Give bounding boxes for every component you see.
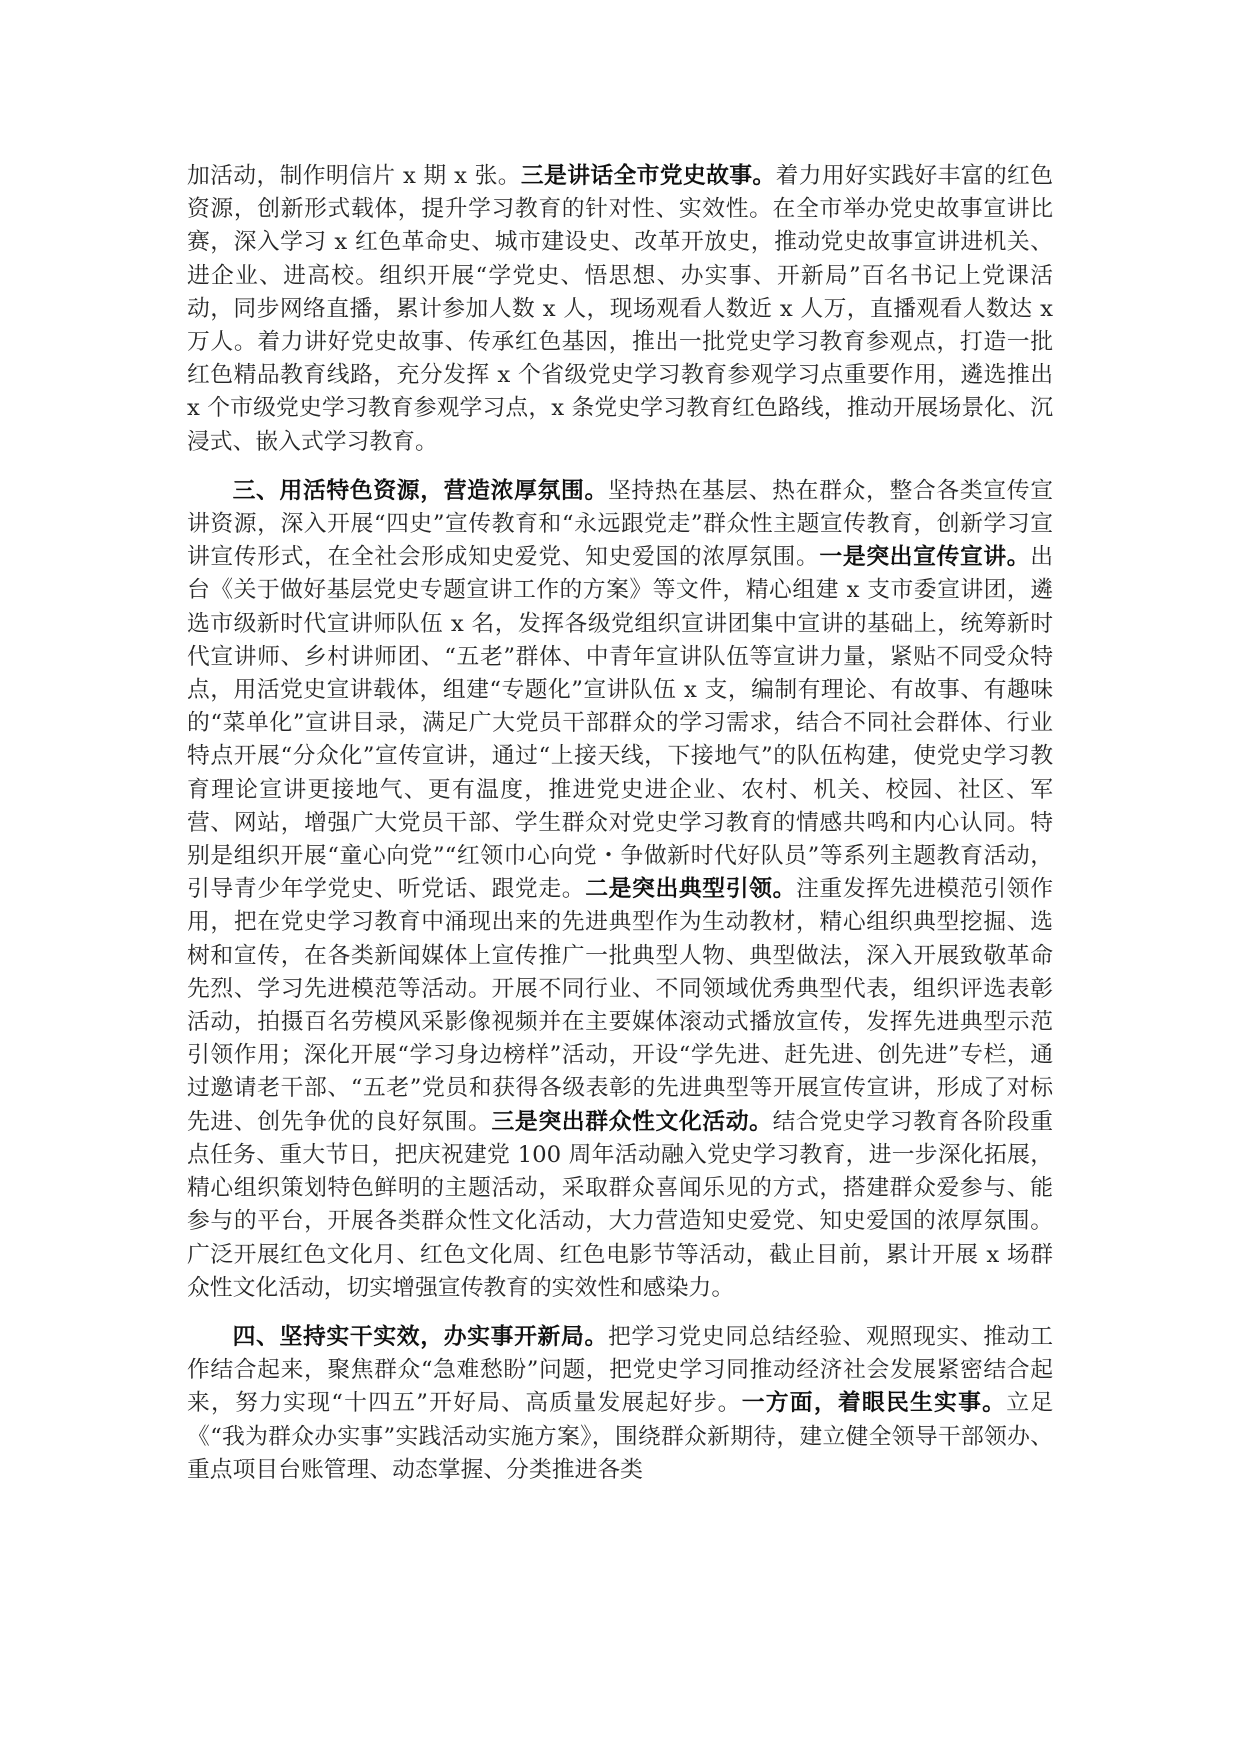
- paragraph-2-run-4: 出台《关于做好基层党史专题宣讲工作的方案》等文件，精心组建 x 支市委宣讲团，遴选市级新时代宣讲师队伍 x 名，发挥各级党组织宣讲团集中宣讲的基础上，统筹新时代宣讲师、乡村讲师团、“五老”群体、中青年宣讲队伍等宣讲力量，紧贴不同受众特点，用活党史宣讲载体，组建“专题化”宣讲队伍 x 支，编制有理论、有故事、有趣味的“菜单化”宣讲目录，满足广大党员干部群众的学习需求，结合不同社会群体、行业特点开展“分众化”宣传宣讲，通过“上接天线，下接地气”的队伍构建，使党史学习教育理论宣讲更接地气、更有温度，推进党史进企业、农村、机关、校园、社区、军营、网站，增强广大党员干部、学生群众对党史学习教育的情感共鸣和内心认同。特别是组织开展“童心向党”“红领巾心向党・争做新时代好队员”等系列主题教育活动，引导青少年学党史、听党话、跟党走。: [187, 544, 1054, 903]
- section-heading-3: 三、用活特色资源，营造浓厚氛围。: [232, 477, 608, 504]
- paragraph-2-run-2: 坚持热在基层、热在群众，整合各类宣传宣讲资源，深入开展“四史”宣传教育和“永远跟党走”群众性主题宣传教育，创新学习宣讲宣传形式，在全社会形成知史爱党、知史爱国的浓厚氛围。: [187, 477, 1054, 571]
- subheading-two-is: 二是突出典型引领。: [585, 876, 796, 903]
- subheading-on-one-hand: 一方面，着眼民生实事。: [741, 1390, 1007, 1417]
- subheading-three-is: 三是突出群众性文化活动。: [491, 1108, 773, 1135]
- paragraph-3: [187, 1321, 1053, 1487]
- paragraph-3-run-2: 把学习党史同总结经验、观照现实、推动工作结合起来，聚焦群众“急难愁盼”问题，把党史学习同推动经济社会发展紧密结合起来，努力实现“十四五”开好局、高质量发展起好步。: [187, 1323, 1054, 1417]
- section-heading-4: 四、坚持实干实效，办实事开新局。: [232, 1323, 608, 1350]
- paragraph-1-run-3: 着力用好实践好丰富的红色资源，创新形式载体，提升学习教育的针对性、实效性。在全市举办党史故事宣讲比赛，深入学习 x 红色革命史、城市建设史、改革开放史，推动党史故事宣讲进机关、进企业、进高校。组织开展“学党史、悟思想、办实事、开新局”百名书记上党课活动，同步网络直播，累计参加人数 x 人，现场观看人数近 x 人万，直播观看人数达 x 万人。着力讲好党史故事、传承红色基因，推出一批党史学习教育参观点，打造一批红色精品教育线路，充分发挥 x 个省级党史学习教育参观学习点重要作用，遴选推出 x 个市级党史学习教育参观学习点，x 条党史学习教育红色路线，推动开展场景化、沉浸式、嵌入式学习教育。: [187, 163, 1054, 455]
- paragraph-1-run-1: 加活动，制作明信片 x 期 x 张。: [187, 163, 521, 189]
- paragraph-1-heading-three-is: 三是讲话全市党史故事。: [520, 163, 776, 189]
- paragraph-2-run-8: 结合党史学习教育各阶段重点任务、重大节日，把庆祝建党 100 周年活动融入党史学习教育，进一步深化拓展，精心组织策划特色鲜明的主题活动，采取群众喜闻乐见的方式，搭建群众爱参与、能参与的平台，开展各类群众性文化活动，大力营造知史爱党、知史爱国的浓厚氛围。广泛开展红色文化月、红色文化周、红色电影节等活动，截止目前，累计开展 x 场群众性文化活动，切实增强宣传教育的实效性和感染力。: [187, 1108, 1054, 1301]
- paragraph-2-run-6: 注重发挥先进模范引领作用，把在党史学习教育中涌现出来的先进典型作为生动教材，精心组织典型挖掘、选树和宣传，在各类新闻媒体上宣传推广一批典型人物、典型做法，深入开展致敬革命先烈、学习先进模范等活动。开展不同行业、不同领域优秀典型代表，组织评选表彰活动，拍摄百名劳模风采影像视频并在主要媒体滚动式播放宣传，发挥先进典型示范引领作用；深化开展“学习身边榜样”活动，开设“学先进、赶先进、创先进”专栏，通过邀请老干部、“五老”党员和获得各级表彰的先进典型等开展宣传宣讲，形成了对标先进、创先争优的良好氛围。: [187, 876, 1054, 1135]
- paragraph-2: [187, 475, 1053, 1305]
- document-page: [187, 160, 1053, 1503]
- paragraph-3-run-4: 立足《“我为群众办实事”实践活动实施方案》，围绕群众新期待，建立健全领导干部领办、重点项目台账管理、动态掌握、分类推进各类: [187, 1390, 1054, 1483]
- paragraph-1: [187, 160, 1053, 459]
- subheading-one-is: 一是突出宣传宣讲。: [819, 544, 1031, 571]
